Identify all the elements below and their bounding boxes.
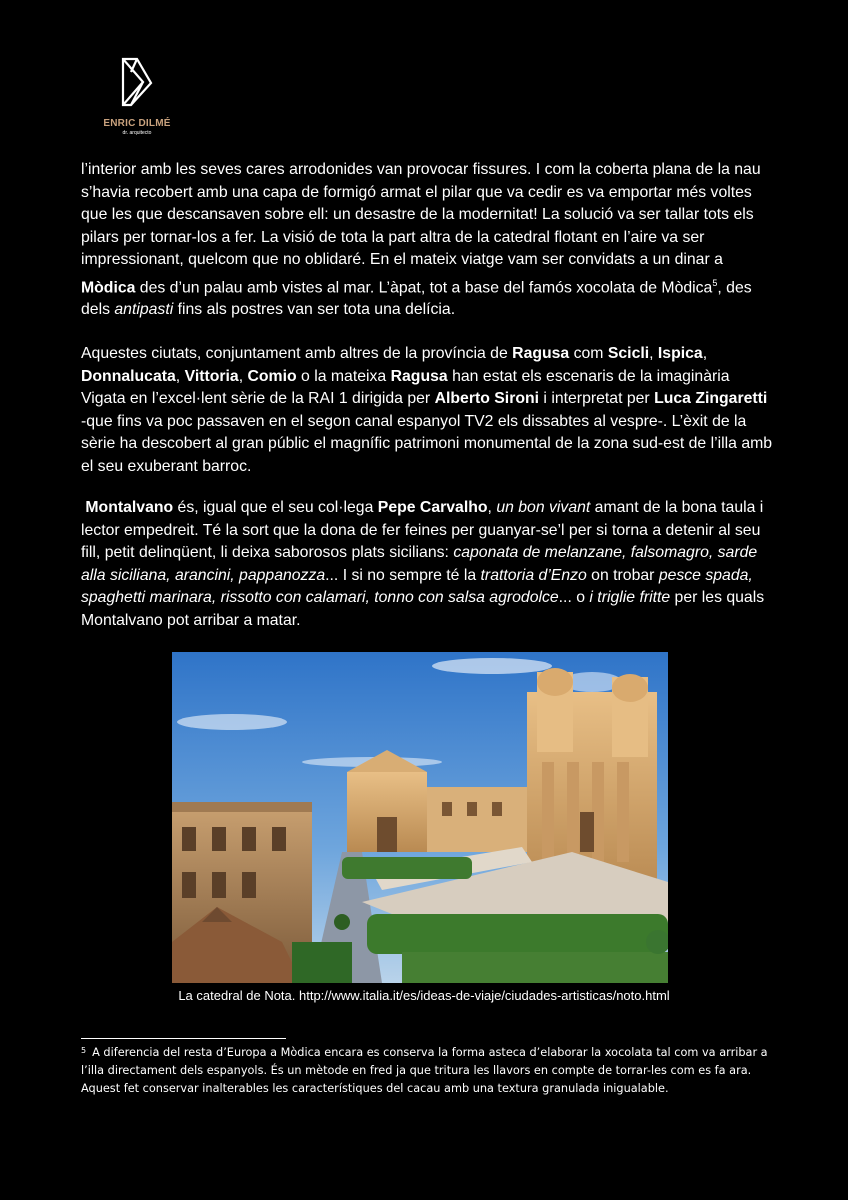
text: han estat els escenaris de la imaginària Vigata en l’excel·lent sèrie de la RAI 1 dirigida per bbox=[81, 367, 730, 407]
person-luca-zingaretti: Luca Zingaretti bbox=[654, 390, 768, 407]
italic-dish: i triglie fritte bbox=[589, 589, 671, 606]
italic-dishes: pesce spada, spaghetti marinara, rissotto con calamari, tonno con salsa agrodolce bbox=[81, 566, 753, 606]
text: fins als postres van ser tota una delícia. bbox=[173, 301, 456, 319]
footnote-number: 5 bbox=[81, 1046, 87, 1055]
figure-caption: La catedral de Nota. http://www.italia.it/es/ideas-de-viaje/ciudades-artisticas/noto.html bbox=[178, 988, 670, 1003]
paragraph-3 bbox=[81, 497, 773, 632]
text: amant de la bona taula i lector empedreit. Té la sort que la dona de fer feines per guanyar-se’l per si torna a detenir al seu fill, petit delinqüent, li deixa saborosos plats sicilians: bbox=[81, 499, 764, 561]
person-pepe-carvalho: Pepe Carvalho bbox=[377, 499, 488, 516]
place-ispica: Ispica bbox=[657, 345, 703, 362]
footnote-reference[interactable]: 5 bbox=[712, 277, 718, 288]
text: , bbox=[487, 499, 497, 516]
italic-trattoria: trattoria d’Enzo bbox=[480, 566, 587, 584]
person-alberto-sironi: Alberto Sironi bbox=[434, 390, 540, 407]
logo-name: ENRIC DILMÉ bbox=[103, 118, 171, 129]
text: , des dels bbox=[81, 278, 752, 319]
text: , bbox=[702, 345, 708, 362]
footnote bbox=[81, 1044, 781, 1098]
text: -que fins va poc passaven en el segon canal espanyol TV2 els dissabtes al vespre-. L’èxit de la sèrie ha descobert al gran públic el magnífic patrimoni monumental de la zona sud-est de l’illa amb el seu exuberant barroc. bbox=[81, 412, 773, 475]
place-ragusa-2: Ragusa bbox=[390, 367, 448, 385]
place-ragusa: Ragusa bbox=[512, 345, 570, 362]
italic-dishes: caponata de melanzane, falsomagro, sarde alla siciliana, arancini, pappanozza bbox=[81, 544, 758, 584]
photo-illustration bbox=[172, 652, 668, 983]
text: on trobar bbox=[586, 566, 659, 584]
text: , bbox=[649, 345, 658, 362]
logo-subtitle: dr. arquitecto bbox=[122, 130, 152, 136]
paragraph-2 bbox=[81, 343, 773, 478]
text: és, igual que el seu col·lega bbox=[173, 499, 378, 516]
place-donnalucata: Donnalucata bbox=[81, 367, 176, 385]
text: per les quals Montalvano pot arribar a matar. bbox=[81, 589, 765, 629]
noto-cathedral-photo bbox=[172, 652, 668, 983]
text: des d’un palau amb vistes al mar. L’àpat, tot a base del famós xocolata de Mòdica bbox=[135, 278, 713, 296]
paragraph-1 bbox=[81, 159, 773, 322]
person-montalvano: Montalvano bbox=[85, 499, 174, 516]
place-comio: Comio bbox=[247, 367, 297, 385]
text: Aquestes ciutats, conjuntament amb altres de la província de bbox=[81, 345, 513, 362]
place-vittoria: Vittoria bbox=[184, 367, 239, 385]
footnote-separator bbox=[81, 1038, 286, 1039]
text: o la mateixa bbox=[296, 367, 391, 385]
text: , bbox=[238, 367, 248, 385]
logo bbox=[96, 56, 178, 136]
text: ... o bbox=[558, 589, 590, 606]
place-modica: Mòdica bbox=[81, 278, 136, 296]
italic-term: un bon vivant bbox=[496, 499, 591, 516]
text: i interpretat per bbox=[539, 390, 655, 407]
text: l’interior amb les seves cares arrodonides van provocar fissures. I com la coberta plana de la nau s’havia recobert amb una capa de formigó armat el pilar que va cedir es va emportar més voltes que les que descansaven sobre ell: un desastre de la modernitat! La solució va ser tallar tots els pilars per tornar-los a fer. La visió de tota la part altra de la catedral flotant en l’aire va ser impressionant, quelcom que no oblidaré. En el mateix viatge vam ser convidats a un dinar a bbox=[81, 161, 761, 268]
text: com bbox=[569, 345, 608, 362]
footnote-text: A diferencia del resta d’Europa a Mòdica encara es conserva la forma asteca d’elaborar la xocolata tal com va arribar a l’illa directament dels espanyols. És un mètode en fred ja que tritura les llavors en compte de torrar-les com es fa ara. Aquest fet conservar inalterables les característiques del cacau amb una textura granulada inigualable. bbox=[81, 1046, 768, 1095]
text: ... I si no sempre té la bbox=[325, 566, 481, 584]
italic-term: antipasti bbox=[114, 301, 174, 319]
geometric-d-mark-icon bbox=[119, 56, 155, 108]
text: , bbox=[175, 367, 185, 385]
place-scicli: Scicli bbox=[607, 345, 650, 362]
